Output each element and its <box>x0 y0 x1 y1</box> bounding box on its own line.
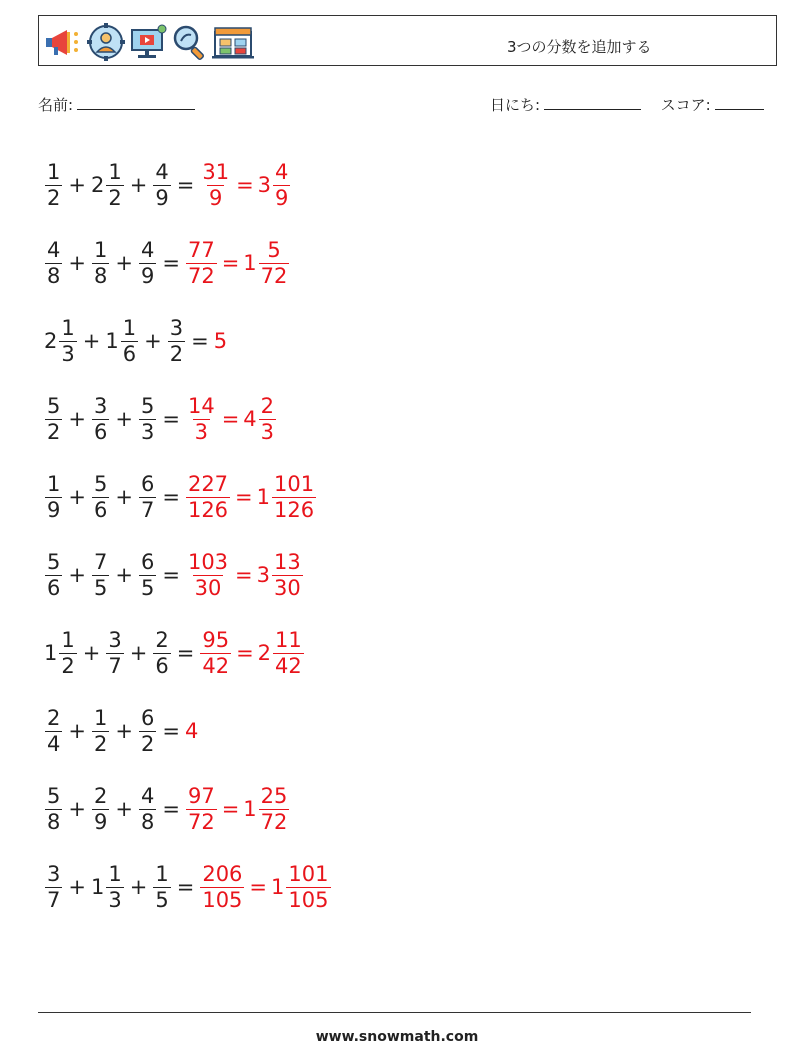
answer <box>199 159 291 210</box>
term-fraction <box>106 159 123 210</box>
equals-sign: = <box>249 875 268 899</box>
problem-row <box>44 848 332 926</box>
numerator: 1 <box>155 861 169 886</box>
term-fraction <box>139 393 156 444</box>
whole-part: 1 <box>44 641 58 665</box>
plus-sign: + <box>82 329 101 353</box>
numerator: 4 <box>140 783 155 808</box>
date-blank[interactable] <box>544 95 641 110</box>
answer-whole: 5 <box>213 329 228 353</box>
equals-sign: = <box>191 329 209 353</box>
problem-row <box>44 224 332 302</box>
term-fraction <box>45 783 62 834</box>
name-label: 名前: <box>38 96 74 114</box>
equals-sign: = <box>221 251 240 275</box>
numerator: 14 <box>187 393 215 418</box>
denominator: 6 <box>93 419 108 444</box>
numerator: 4 <box>275 159 289 184</box>
denominator: 126 <box>187 497 229 522</box>
equals-sign: = <box>162 251 180 275</box>
denominator: 9 <box>155 185 169 210</box>
worksheet-header <box>38 15 777 66</box>
numerator: 97 <box>187 783 215 808</box>
denominator: 6 <box>155 653 169 678</box>
plus-sign: + <box>68 407 86 431</box>
term-fraction <box>92 471 109 522</box>
answer-mixed-whole: 4 <box>243 407 257 431</box>
term-fraction <box>139 705 156 756</box>
denominator: 8 <box>47 263 61 288</box>
numerator: 1 <box>93 237 108 262</box>
denominator: 42 <box>202 653 230 678</box>
problem-row <box>44 536 332 614</box>
denominator: 3 <box>260 419 275 444</box>
plus-sign: + <box>68 251 86 275</box>
plus-sign: + <box>129 173 148 197</box>
answer-improper-fraction <box>200 159 231 210</box>
answer <box>185 719 198 743</box>
denominator: 5 <box>155 887 169 912</box>
denominator: 72 <box>187 809 215 834</box>
term-fraction <box>45 159 62 210</box>
numerator: 3 <box>93 393 108 418</box>
answer-whole: 4 <box>184 719 199 743</box>
denominator: 3 <box>140 419 155 444</box>
denominator: 3 <box>108 887 122 912</box>
term-fraction <box>106 627 123 678</box>
equals-sign: = <box>221 797 240 821</box>
term-fraction <box>139 237 156 288</box>
denominator: 2 <box>47 185 61 210</box>
denominator: 105 <box>288 887 329 912</box>
term-fraction <box>139 471 156 522</box>
problem-row <box>44 458 332 536</box>
numerator: 1 <box>47 471 61 496</box>
problem-row <box>44 302 332 380</box>
denominator: 126 <box>274 497 315 522</box>
answer-mixed-whole: 3 <box>257 173 272 197</box>
denominator: 6 <box>122 341 137 366</box>
answer-mixed-fraction <box>273 159 290 210</box>
plus-sign: + <box>68 563 86 587</box>
problem-row <box>44 146 332 224</box>
denominator: 5 <box>140 575 155 600</box>
term-fraction <box>139 783 156 834</box>
answer-mixed-fraction <box>272 549 303 600</box>
numerator: 4 <box>140 237 155 262</box>
term-fraction <box>45 393 62 444</box>
footer-url: www.snowmath.com <box>315 1029 479 1045</box>
answer <box>214 329 227 353</box>
equals-sign: = <box>235 563 253 587</box>
term-fraction <box>59 627 76 678</box>
numerator: 11 <box>275 627 302 652</box>
numerator: 13 <box>274 549 301 574</box>
numerator: 3 <box>169 315 184 340</box>
denominator: 3 <box>194 419 208 444</box>
numerator: 4 <box>47 237 61 262</box>
answer-mixed-whole: 1 <box>271 875 285 899</box>
numerator: 3 <box>108 627 122 652</box>
denominator: 6 <box>93 497 108 522</box>
denominator: 30 <box>194 575 222 600</box>
problem-list <box>44 146 332 926</box>
numerator: 2 <box>260 393 275 418</box>
plus-sign: + <box>115 251 133 275</box>
term-fraction <box>153 159 170 210</box>
answer-improper-fraction <box>186 393 217 444</box>
numerator: 5 <box>140 393 155 418</box>
equals-sign: = <box>162 485 180 509</box>
plus-sign: + <box>115 797 133 821</box>
header-icons <box>43 22 255 62</box>
equals-sign: = <box>162 563 180 587</box>
shop-icon <box>211 24 255 60</box>
term-fraction <box>45 705 62 756</box>
answer-mixed-whole: 2 <box>257 641 272 665</box>
denominator: 9 <box>209 185 223 210</box>
numerator: 6 <box>140 549 155 574</box>
numerator: 5 <box>47 549 61 574</box>
denominator: 9 <box>93 809 108 834</box>
numerator: 2 <box>93 783 108 808</box>
numerator: 1 <box>47 159 61 184</box>
denominator: 7 <box>140 497 155 522</box>
denominator: 2 <box>61 653 75 678</box>
denominator: 72 <box>260 809 288 834</box>
answer <box>199 627 304 678</box>
term-fraction <box>45 237 62 288</box>
plus-sign: + <box>68 875 86 899</box>
magnifier-icon <box>171 23 207 61</box>
numerator: 227 <box>187 471 229 496</box>
equals-sign: = <box>162 797 180 821</box>
name-field <box>38 94 195 115</box>
plus-sign: + <box>115 563 133 587</box>
numerator: 5 <box>47 783 61 808</box>
plus-sign: + <box>129 875 148 899</box>
numerator: 206 <box>202 861 243 886</box>
score-blank[interactable] <box>715 95 764 110</box>
equals-sign: = <box>236 641 254 665</box>
problem-row <box>44 614 332 692</box>
answer-improper-fraction <box>186 237 217 288</box>
term-fraction <box>92 783 109 834</box>
whole-part: 2 <box>90 173 105 197</box>
answer-improper-fraction <box>186 783 217 834</box>
equals-sign: = <box>236 173 254 197</box>
plus-sign: + <box>68 173 86 197</box>
denominator: 9 <box>47 497 61 522</box>
term-fraction <box>45 471 62 522</box>
megaphone-icon <box>43 24 83 60</box>
worksheet-title: 3つの分数を追加する <box>507 38 652 56</box>
term-fraction <box>92 393 109 444</box>
denominator: 3 <box>61 341 75 366</box>
whole-part: 1 <box>90 875 105 899</box>
monitor-icon <box>129 24 167 60</box>
term-fraction <box>45 549 62 600</box>
user-target-icon <box>87 23 125 61</box>
numerator: 95 <box>202 627 230 652</box>
answer-mixed-fraction <box>259 237 290 288</box>
denominator: 2 <box>108 185 122 210</box>
plus-sign: + <box>82 641 101 665</box>
denominator: 6 <box>47 575 61 600</box>
plus-sign: + <box>68 797 86 821</box>
plus-sign: + <box>115 407 133 431</box>
numerator: 7 <box>93 549 108 574</box>
term-fraction <box>106 861 123 912</box>
answer-improper-fraction <box>186 549 230 600</box>
answer-mixed-fraction <box>273 627 304 678</box>
numerator: 31 <box>202 159 230 184</box>
term-fraction <box>92 549 109 600</box>
numerator: 6 <box>140 705 155 730</box>
answer-improper-fraction <box>186 471 230 522</box>
numerator: 3 <box>47 861 61 886</box>
term-fraction <box>139 549 156 600</box>
answer <box>185 471 317 522</box>
equals-sign: = <box>235 485 253 509</box>
answer <box>185 237 290 288</box>
denominator: 8 <box>47 809 61 834</box>
denominator: 30 <box>274 575 301 600</box>
denominator: 42 <box>275 653 302 678</box>
plus-sign: + <box>115 485 133 509</box>
denominator: 7 <box>47 887 61 912</box>
denominator: 2 <box>93 731 108 756</box>
footer-divider <box>38 1012 751 1013</box>
answer-mixed-whole: 3 <box>256 563 271 587</box>
numerator: 1 <box>108 861 122 886</box>
numerator: 5 <box>47 393 61 418</box>
plus-sign: + <box>115 719 133 743</box>
plus-sign: + <box>144 329 162 353</box>
equals-sign: = <box>176 875 195 899</box>
denominator: 4 <box>47 731 61 756</box>
numerator: 25 <box>260 783 288 808</box>
problem-row <box>44 770 332 848</box>
name-blank[interactable] <box>77 95 195 110</box>
answer-improper-fraction <box>200 627 231 678</box>
term-fraction <box>153 861 170 912</box>
numerator: 1 <box>61 315 75 340</box>
problem-row <box>44 692 332 770</box>
numerator: 5 <box>93 471 108 496</box>
numerator: 103 <box>187 549 229 574</box>
answer-mixed-whole: 1 <box>243 251 257 275</box>
numerator: 2 <box>155 627 169 652</box>
numerator: 5 <box>267 237 281 262</box>
equals-sign: = <box>221 407 240 431</box>
answer <box>199 861 331 912</box>
denominator: 7 <box>108 653 122 678</box>
term-fraction <box>92 237 109 288</box>
answer-improper-fraction <box>200 861 244 912</box>
denominator: 8 <box>93 263 108 288</box>
answer-mixed-fraction <box>259 393 276 444</box>
answer-mixed-whole: 1 <box>256 485 271 509</box>
numerator: 2 <box>47 705 61 730</box>
numerator: 6 <box>140 471 155 496</box>
term-fraction <box>92 705 109 756</box>
denominator: 2 <box>169 341 184 366</box>
plus-sign: + <box>68 719 86 743</box>
answer <box>185 393 277 444</box>
denominator: 8 <box>140 809 155 834</box>
term-fraction <box>121 315 138 366</box>
denominator: 72 <box>187 263 215 288</box>
equals-sign: = <box>176 173 195 197</box>
date-label: 日にち: <box>490 96 541 114</box>
score-label: スコア: <box>660 96 711 114</box>
term-fraction <box>59 315 76 366</box>
denominator: 2 <box>140 731 155 756</box>
numerator: 101 <box>288 861 329 886</box>
date-score-fields <box>490 94 764 115</box>
denominator: 5 <box>93 575 108 600</box>
equals-sign: = <box>162 719 180 743</box>
whole-part: 1 <box>105 329 119 353</box>
denominator: 9 <box>140 263 155 288</box>
answer-mixed-fraction <box>259 783 290 834</box>
equals-sign: = <box>176 641 195 665</box>
denominator: 105 <box>202 887 243 912</box>
plus-sign: + <box>129 641 148 665</box>
numerator: 77 <box>187 237 215 262</box>
numerator: 101 <box>274 471 315 496</box>
term-fraction <box>45 861 62 912</box>
numerator: 4 <box>155 159 169 184</box>
answer <box>185 783 290 834</box>
numerator: 1 <box>108 159 122 184</box>
answer-mixed-fraction <box>286 861 330 912</box>
plus-sign: + <box>68 485 86 509</box>
numerator: 1 <box>61 627 75 652</box>
denominator: 9 <box>275 185 289 210</box>
numerator: 1 <box>93 705 108 730</box>
denominator: 2 <box>47 419 61 444</box>
answer-mixed-fraction <box>272 471 316 522</box>
problem-row <box>44 380 332 458</box>
term-fraction <box>168 315 185 366</box>
answer-mixed-whole: 1 <box>243 797 257 821</box>
term-fraction <box>153 627 170 678</box>
equals-sign: = <box>162 407 180 431</box>
answer <box>185 549 304 600</box>
numerator: 1 <box>122 315 137 340</box>
whole-part: 2 <box>44 329 58 353</box>
denominator: 72 <box>260 263 288 288</box>
